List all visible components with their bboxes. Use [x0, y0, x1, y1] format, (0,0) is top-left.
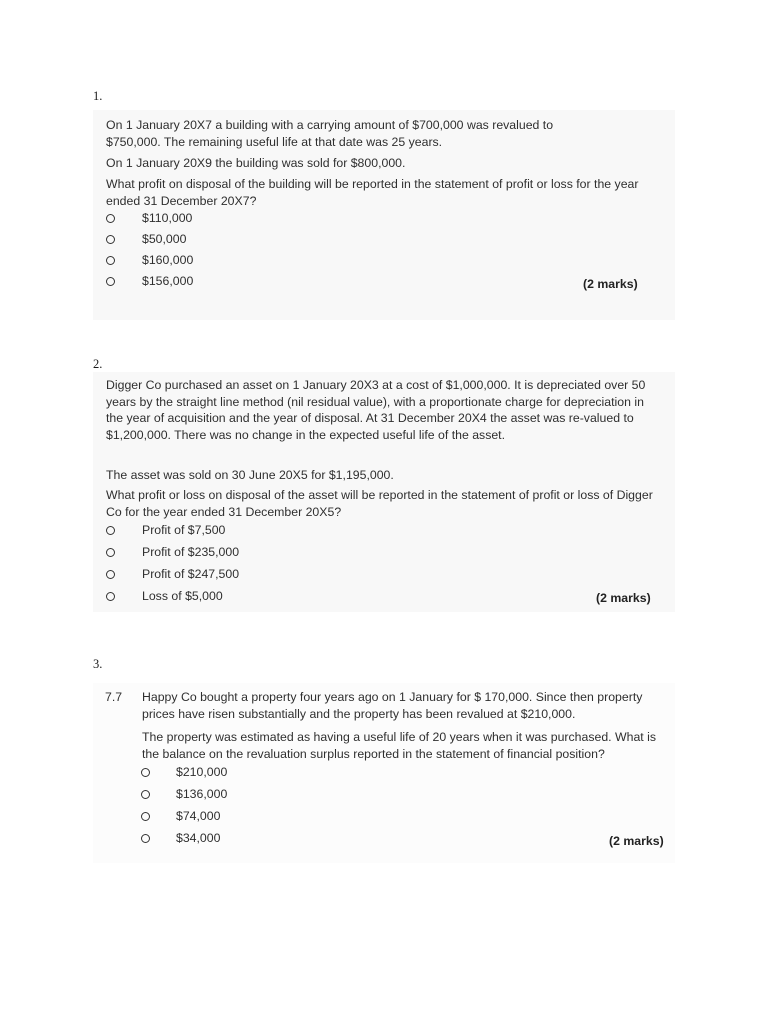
question-number: 3.	[93, 657, 103, 671]
option-radio[interactable]	[141, 834, 150, 843]
option-label: Profit of $235,000	[142, 545, 240, 559]
option-radio[interactable]	[106, 277, 115, 286]
option-radio[interactable]	[106, 214, 115, 223]
option-label: $34,000	[176, 831, 221, 845]
option-radio[interactable]	[141, 812, 150, 821]
option-radio[interactable]	[106, 548, 115, 557]
option-label: $74,000	[176, 809, 221, 823]
marks-label: (2 marks)	[609, 834, 664, 848]
option-radio[interactable]	[106, 235, 115, 244]
question-prompt: What profit on disposal of the building will be reported in the statement of profit or loss for the year ended 31 December 20X7?	[106, 177, 639, 208]
question-number: 1.	[93, 89, 103, 103]
option-label: $50,000	[142, 232, 187, 246]
option-radio[interactable]	[106, 570, 115, 579]
option-label: $110,000	[142, 211, 193, 225]
question-text: On 1 January 20X7 a building with a carrying amount of $700,000 was revalued to $750,000. The remaining useful life at that date was 25 years.	[106, 118, 554, 149]
marks-label: (2 marks)	[596, 591, 651, 605]
question-text: On 1 January 20X9 the building was sold for $800,000.	[106, 156, 406, 170]
option-radio[interactable]	[106, 256, 115, 265]
option-label: Loss of $5,000	[142, 589, 223, 603]
question-prompt: What profit or loss on disposal of the asset will be reported in the statement of profit or loss of Digger Co for the year ended 31 December 20X5?	[106, 488, 653, 519]
option-label: $156,000	[142, 274, 194, 288]
question-prompt: The property was estimated as having a useful life of 20 years when it was purchased. What is the balance on the revaluation surplus reported in the statement of financial position?	[142, 730, 656, 761]
option-label: $160,000	[142, 253, 194, 267]
option-radio[interactable]	[141, 790, 150, 799]
question-text: The asset was sold on 30 June 20X5 for $1,195,000.	[106, 468, 394, 482]
option-label: Profit of $7,500	[142, 523, 226, 537]
option-radio[interactable]	[141, 768, 150, 777]
option-label: Profit of $247,500	[142, 567, 240, 581]
question-text: Digger Co purchased an asset on 1 January 20X3 at a cost of $1,000,000. It is depreciated over 50 years by the straight line method (nil residual value), with a proportionate charge for depreciation in the year of acquisition and the year of disposal. At 31 December 20X4 the asset was re-valued to $1,200,000. There was no change in the expected useful life of the asset.	[106, 378, 646, 442]
question-text: Happy Co bought a property four years ago on 1 January for $ 170,000. Since then property prices have risen substantially and the property has been revalued at $210,000.	[142, 690, 643, 721]
marks-label: (2 marks)	[583, 277, 638, 291]
option-radio[interactable]	[106, 526, 115, 535]
option-radio[interactable]	[106, 592, 115, 601]
option-label: $210,000	[176, 765, 228, 779]
question-reference: 7.7	[105, 690, 123, 704]
question-number: 2.	[93, 357, 103, 371]
option-label: $136,000	[176, 787, 228, 801]
